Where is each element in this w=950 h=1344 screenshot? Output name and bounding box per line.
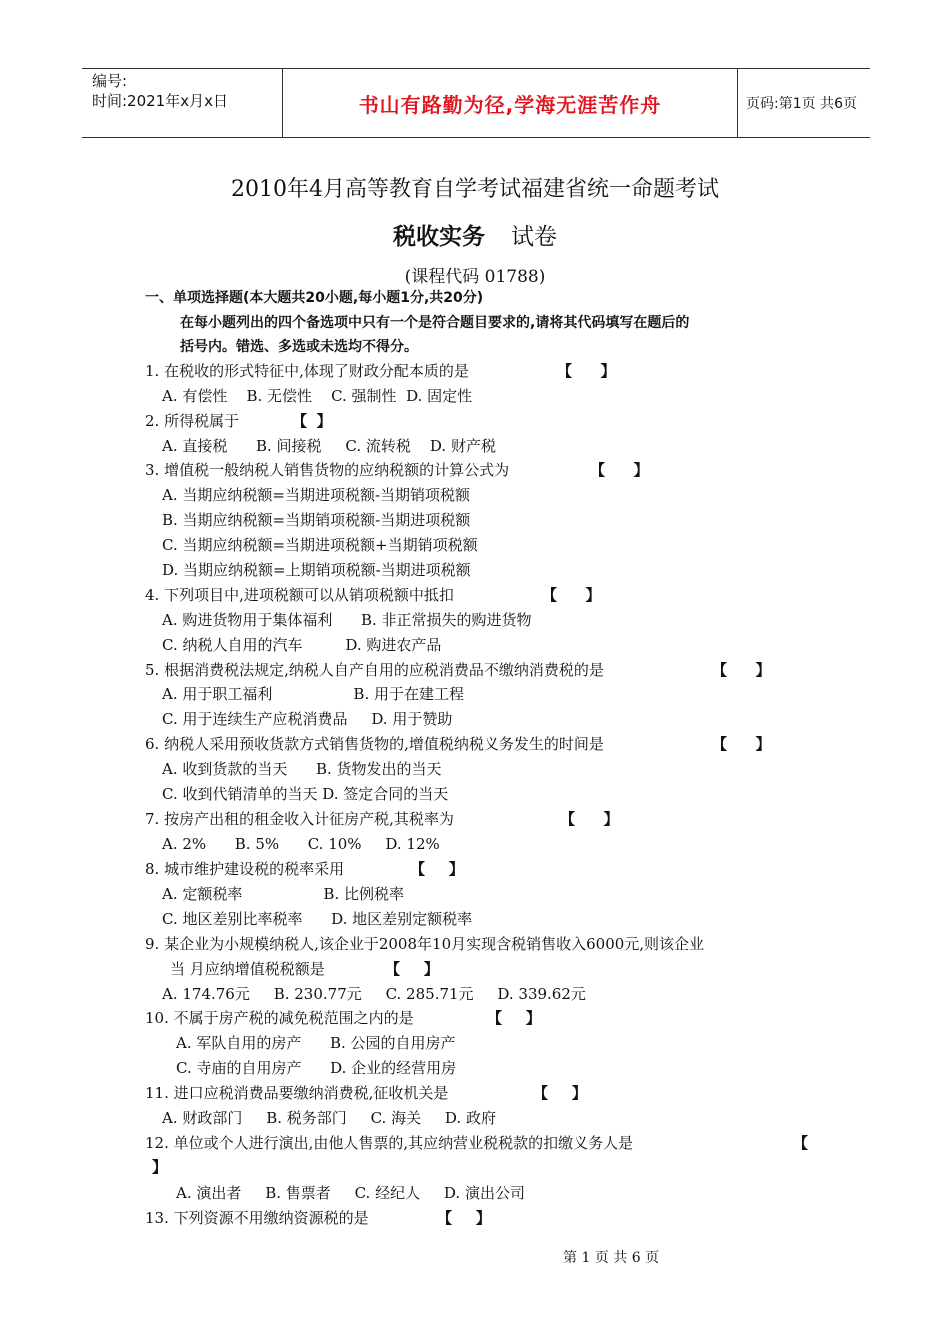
question-3: 3. 增值税一般纳税人销售货物的应纳税额的计算公式为 xyxy=(145,461,510,479)
section-instruction-line1: 在每小题列出的四个备选项中只有一个是符合题目要求的,请将其代码填写在题后的 xyxy=(180,315,690,331)
question-10: 10. 不属于房产税的减免税范围之内的是 xyxy=(145,1009,414,1027)
exam-subtitle xyxy=(0,218,950,251)
answer-bracket-9: 【 】 xyxy=(385,960,439,978)
question-6: 6. 纳税人采用预收货款方式销售货物的,增值税纳税义务发生的时间是 xyxy=(145,735,604,753)
section-heading: 一、单项选择题(本大题共20小题,每小题1分,共20分) xyxy=(145,290,484,306)
question-8: 8. 城市维护建设税的税率采用 xyxy=(145,860,345,878)
exam-title: 2010年4月高等教育自学考试福建省统一命题考试 xyxy=(231,177,719,202)
question-2: 2. 所得税属于 xyxy=(145,412,240,430)
answer-bracket-3: 【 】 xyxy=(590,461,649,479)
question-1-options: A. 有偿性 B. 无偿性 C. 强制性 D. 固定性 xyxy=(162,387,473,405)
question-11-options: A. 财政部门 B. 税务部门 C. 海关 D. 政府 xyxy=(162,1109,496,1127)
question-3-option-c: C. 当期应纳税额=当期进项税额+当期销项税额 xyxy=(162,536,478,554)
section-instruction-line2: 括号内。错选、多选或未选均不得分。 xyxy=(180,339,418,355)
question-5-options-ab: A. 用于职工福利 B. 用于在建工程 xyxy=(162,685,464,703)
question-9-options: A. 174.76元 B. 230.77元 C. 285.71元 D. 339.62元 xyxy=(162,985,586,1003)
question-4-options-cd: C. 纳税人自用的汽车 D. 购进农产品 xyxy=(162,636,442,654)
question-6-options-ab: A. 收到货款的当天 B. 货物发出的当天 xyxy=(162,760,442,778)
answer-bracket-4: 【 】 xyxy=(542,586,601,604)
question-12-options: A. 演出者 B. 售票者 C. 经纪人 D. 演出公司 xyxy=(176,1184,525,1202)
answer-bracket-6: 【 】 xyxy=(712,735,771,753)
question-4: 4. 下列项目中,进项税额可以从销项税额中抵扣 xyxy=(145,586,454,604)
question-4-options-ab: A. 购进货物用于集体福利 B. 非正常损失的购进货物 xyxy=(162,611,532,629)
question-6-options-cd: C. 收到代销清单的当天 D. 签定合同的当天 xyxy=(162,785,449,803)
document-date-label: 时间:2021年x月x日 xyxy=(92,92,228,110)
document-number-label: 编号: xyxy=(92,72,128,90)
page-header xyxy=(82,68,870,138)
page-footer: 第 1 页 共 6 页 xyxy=(563,1250,660,1266)
answer-bracket-7: 【 】 xyxy=(560,810,619,828)
question-7-options: A. 2% B. 5% C. 10% D. 12% xyxy=(162,835,440,853)
question-3-option-a: A. 当期应纳税额=当期进项税额-当期销项税额 xyxy=(162,486,471,504)
answer-bracket-5: 【 】 xyxy=(712,661,771,679)
course-code: (课程代码 01788) xyxy=(404,267,546,287)
paper-label: 试卷 xyxy=(511,224,557,250)
question-5: 5. 根据消费税法规定,纳税人自产自用的应税消费品不缴纳消费税的是 xyxy=(145,661,604,679)
question-8-options-ab: A. 定额税率 B. 比例税率 xyxy=(162,885,404,903)
answer-bracket-8: 【 】 xyxy=(410,860,464,878)
question-3-option-d: D. 当期应纳税额=上期销项税额-当期进项税额 xyxy=(162,561,471,579)
header-meta xyxy=(82,69,282,137)
answer-bracket-12-close: 】 xyxy=(152,1158,168,1176)
answer-bracket-2: 【 】 xyxy=(292,412,332,430)
question-10-options-cd: C. 寺庙的自用房产 D. 企业的经营用房 xyxy=(176,1059,457,1077)
question-12: 12. 单位或个人进行演出,由他人售票的,其应纳营业税税款的扣缴义务人是 xyxy=(145,1134,634,1152)
answer-bracket-10: 【 】 xyxy=(487,1009,541,1027)
answer-bracket-12-open: 【 xyxy=(793,1134,809,1152)
header-motto-cell xyxy=(282,69,738,137)
subject-name: 税收实务 xyxy=(393,224,485,250)
question-8-options-cd: C. 地区差别比率税率 D. 地区差别定额税率 xyxy=(162,910,473,928)
question-3-option-b: B. 当期应纳税额=当期销项税额-当期进项税额 xyxy=(162,511,471,529)
question-7: 7. 按房产出租的租金收入计征房产税,其税率为 xyxy=(145,810,454,828)
answer-bracket-1: 【 】 xyxy=(557,362,616,380)
question-5-options-cd: C. 用于连续生产应税消费品 D. 用于赞助 xyxy=(162,710,453,728)
header-page-number: 页码:第1页 共6页 xyxy=(746,96,857,112)
question-9: 9. 某企业为小规模纳税人,该企业于2008年10月实现含税销售收入6000元,则该企业 xyxy=(145,935,705,953)
answer-bracket-13: 【 】 xyxy=(437,1209,491,1227)
question-11: 11. 进口应税消费品要缴纳消费税,征收机关是 xyxy=(145,1084,449,1102)
question-1: 1. 在税收的形式特征中,体现了财政分配本质的是 xyxy=(145,362,469,380)
question-9-continued: 当 月应纳增值税税额是 xyxy=(170,960,325,978)
question-10-options-ab: A. 军队自用的房产 B. 公园的自用房产 xyxy=(176,1034,456,1052)
question-2-options: A. 直接税 B. 间接税 C. 流转税 D. 财产税 xyxy=(162,437,496,455)
answer-bracket-11: 【 】 xyxy=(533,1084,587,1102)
header-motto: 书山有路勤为径,学海无涯苦作舟 xyxy=(358,92,662,117)
question-13: 13. 下列资源不用缴纳资源税的是 xyxy=(145,1209,369,1227)
